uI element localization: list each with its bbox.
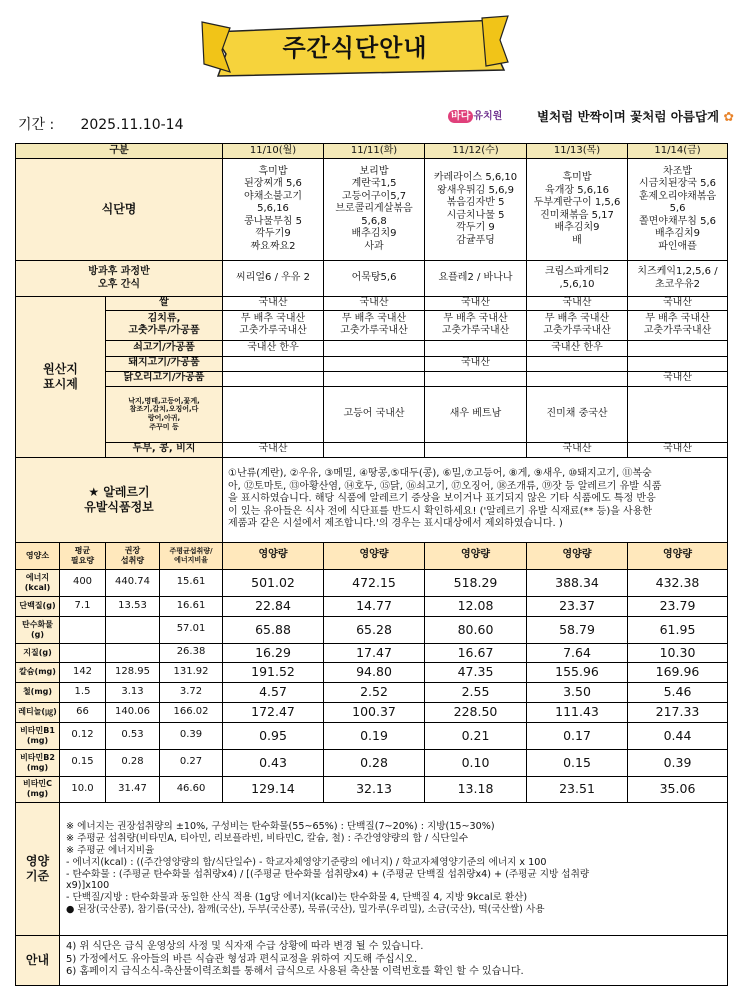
nutrition-value: 5.46	[628, 682, 728, 702]
cell-line: 두부계란구이 1,5,6	[533, 197, 621, 208]
menu-label: 식단명	[16, 159, 223, 261]
nutrition-value: 0.17	[527, 722, 628, 749]
menu-cell	[324, 159, 425, 261]
nutrition-value: 0.21	[425, 722, 527, 749]
cell-line: 칼슘(mg)	[19, 667, 56, 676]
nutrient-header: 영양소	[16, 542, 60, 569]
nutrient-name	[16, 682, 60, 702]
logo-text-1: 바다	[448, 110, 473, 123]
cell-line: x9)]x100	[66, 880, 110, 892]
nutrient-name	[16, 749, 60, 776]
nutrition-value: 80.60	[425, 616, 527, 643]
week-value: 16.61	[160, 596, 223, 616]
origin-item	[106, 340, 223, 356]
cell-line: (mg)	[26, 789, 49, 798]
cell-line: 브로콜리게살볶음	[335, 203, 413, 215]
cell-line: 비타민B1	[20, 725, 55, 735]
day-header: 11/11(화)	[324, 144, 425, 159]
cell-line: (mg)	[26, 735, 49, 745]
origin-cell	[628, 371, 728, 386]
nutrition-value: 432.38	[628, 569, 728, 596]
nutrition-value: 23.79	[628, 596, 728, 616]
cell-line: 을 표시하였습니다. 해당 식품에 알레르기 증상을 보이거나 표기되지 않은 기타 식품에도 특정 반응	[228, 493, 656, 505]
origin-item	[106, 442, 223, 457]
cell-line: 훈제오리야채볶음	[638, 190, 717, 202]
avg-value: 66	[60, 702, 106, 722]
week-value: 15.61	[160, 569, 223, 596]
nutrition-value: 23.37	[527, 596, 628, 616]
nutrition-value: 0.39	[628, 749, 728, 776]
cell-line: 배추김치9	[655, 228, 701, 240]
nutrient-name	[16, 662, 60, 682]
day-header: 11/12(수)	[425, 144, 527, 159]
cell-line: 랑어,아귀,	[147, 414, 181, 422]
origin-cell	[425, 442, 527, 457]
standard-label	[16, 802, 60, 935]
cell-line: 새우 베트남	[449, 407, 502, 419]
avg-value: 0.15	[60, 749, 106, 776]
nutrition-value: 0.19	[324, 722, 425, 749]
week-value: 131.92	[160, 662, 223, 682]
day-header: 11/14(금)	[628, 144, 728, 159]
nutrition-value: 191.52	[223, 662, 324, 682]
cell-line: 철(mg)	[22, 687, 53, 696]
cell-line: 아, ⑫토마토, ⑬아황산염, ⑭호두, ⑮닭, ⑯쇠고기, ⑰오징어, ⑱조개류, ⑲잣 등 알레르기 유발 식품	[228, 480, 662, 492]
origin-cell	[527, 340, 628, 356]
nutrition-value: 16.29	[223, 643, 324, 662]
cell-line: 방과후 과정반	[88, 266, 150, 277]
cell-line: 무 배추 국내산	[240, 312, 306, 324]
cell-line: 국내산	[562, 443, 592, 455]
nutrition-value: 35.06	[628, 776, 728, 802]
origin-cell	[425, 310, 527, 340]
cell-line: 고춧가루국내산	[441, 325, 510, 336]
nutrition-value: 100.37	[324, 702, 425, 722]
cell-line: 닭오리고기/가공품	[123, 372, 205, 384]
nutrition-value: 155.96	[527, 662, 628, 682]
cell-line: 필요량	[70, 555, 95, 565]
cell-line: 두부, 콩, 비지	[132, 443, 196, 455]
nutrient-name	[16, 722, 60, 749]
origin-cell	[324, 340, 425, 356]
cell-line: 4) 위 식단은 급식 운영상의 사정 및 식자재 수급 상황에 따라 변경 될 수 있습니다.	[66, 941, 424, 953]
nutrition-value: 47.35	[425, 662, 527, 682]
cell-line: 탄수화물	[22, 619, 53, 629]
period-value: 2025.11.10-14	[80, 117, 184, 133]
snack-cell	[527, 261, 628, 297]
cell-line: 5,6,16	[257, 203, 289, 215]
origin-cell	[223, 297, 324, 311]
week-value: 0.27	[160, 749, 223, 776]
nutrition-amount-header: 영양량	[324, 542, 425, 569]
nutrition-value: 169.96	[628, 662, 728, 682]
slogan	[537, 107, 734, 125]
nutrition-value: 16.67	[425, 643, 527, 662]
cell-line: 국내산	[663, 297, 692, 308]
nutrition-value: 0.15	[527, 749, 628, 776]
nutrition-value: 94.80	[324, 662, 425, 682]
guide-label: 안내	[16, 935, 60, 985]
origin-cell	[425, 356, 527, 371]
cell-line: 쫄면야채무침 5,6	[638, 215, 717, 227]
cell-line: 에너지비율	[174, 555, 208, 564]
nutrition-value: 32.13	[324, 776, 425, 802]
cell-line: 배추김치9	[351, 228, 397, 240]
cell-line: (kcal)	[24, 582, 51, 592]
nutrition-value: 3.50	[527, 682, 628, 702]
nutrition-value: 0.10	[425, 749, 527, 776]
origin-cell	[527, 386, 628, 442]
menu-cell	[527, 159, 628, 261]
cell-line: 단백질(g)	[19, 601, 56, 610]
nutrition-value: 472.15	[324, 569, 425, 596]
period	[18, 114, 183, 134]
cell-line: 지질(g)	[23, 647, 52, 657]
avg-value: 142	[60, 662, 106, 682]
origin-cell	[223, 356, 324, 371]
standard-info	[60, 802, 728, 935]
origin-cell	[324, 356, 425, 371]
rec-header	[106, 542, 160, 569]
origin-cell	[324, 386, 425, 442]
cell-line: 차조밥	[663, 165, 692, 177]
nutrition-value: 501.02	[223, 569, 324, 596]
origin-cell	[223, 386, 324, 442]
rec-value	[106, 616, 160, 643]
nutrition-value: 17.47	[324, 643, 425, 662]
origin-cell	[628, 297, 728, 311]
cell-line: 김치류,	[147, 312, 181, 324]
nutrient-name	[16, 569, 60, 596]
cell-line: 국내산 한우	[247, 341, 299, 353]
origin-label	[16, 297, 106, 458]
cell-line: 요플레2 / 바나나	[438, 272, 513, 284]
cell-line: 고춧가루국내산	[239, 325, 307, 336]
origin-cell	[628, 356, 728, 371]
cell-line: 무 배추 국내산	[645, 312, 710, 324]
cell-line: 돼지고기/가공품	[128, 357, 200, 369]
cell-line: 깍두기9	[255, 228, 291, 240]
cell-line: 사과	[364, 240, 384, 252]
cell-line: 씨리얼6 / 우유 2	[236, 272, 310, 284]
cell-line: ※ 주평균 섭취량(비타민A, 티아민, 리보플라빈, 비타민C, 칼슘, 철) : 주간영양량의 합 / 식단일수	[66, 832, 469, 844]
cell-line: 어묵탕5,6	[351, 272, 397, 284]
nutrition-value: 65.88	[223, 616, 324, 643]
allergy-label	[16, 457, 223, 542]
nutrition-value: 7.64	[527, 643, 628, 662]
avg-value	[60, 616, 106, 643]
cell-line: 무 배추 국내산	[443, 312, 508, 324]
cell-line: 무 배추 국내산	[544, 312, 610, 324]
nutrient-name	[16, 596, 60, 616]
cell-line: 감귤푸딩	[456, 234, 495, 246]
cell-line: 낙지,명태,고등어,꽃게,	[128, 396, 200, 405]
menu-table	[15, 143, 728, 986]
nutrition-value: 22.84	[223, 596, 324, 616]
nutrition-value: 4.57	[223, 682, 324, 702]
cell-line: 국내산	[258, 443, 288, 455]
cell-line: 이 있는 유아들은 식사 전에 식단표를 반드시 확인하세요! ('알레르기 유발 식재료(** 등)을 사용한	[228, 505, 653, 517]
rec-value: 128.95	[106, 662, 160, 682]
origin-cell	[628, 442, 728, 457]
cell-line: 고등어 국내산	[343, 407, 405, 419]
cell-line: ,5,6,10	[559, 278, 595, 290]
cell-line: 배추김치9	[554, 222, 600, 233]
cell-line: 육개장 5,6,16	[545, 184, 609, 196]
cell-line: 비타민B2	[20, 752, 55, 762]
cell-line: 배	[572, 234, 582, 246]
cell-line: 레티놀(㎍)	[18, 707, 57, 716]
cell-line: 고춧가루국내산	[543, 325, 611, 336]
cell-line: 초코우유2	[655, 278, 701, 290]
cell-line: - 탄수화물 : (주평균 탄수화물 섭취량x4) / [(주평균 탄수화물 섭취량x4) + (주평균 단백질 섭취량x4) + (주평균 지방 섭취량	[66, 868, 590, 880]
nutrition-amount-header: 영양량	[223, 542, 324, 569]
cell-line: ★ 알레르기	[88, 484, 150, 499]
cell-line: 왕새우튀김 5,6,9	[437, 184, 514, 196]
avg-value: 400	[60, 569, 106, 596]
nutrient-name	[16, 702, 60, 722]
origin-cell	[324, 371, 425, 386]
cell-line: 유발식품정보	[84, 499, 154, 514]
cell-line: 고춧가루/가공품	[128, 325, 200, 336]
cell-line: 무 배추 국내산	[341, 312, 407, 324]
origin-cell	[223, 310, 324, 340]
cell-line: 평균	[74, 545, 91, 555]
nutrition-value: 217.33	[628, 702, 728, 722]
nutrition-value: 2.55	[425, 682, 527, 702]
nutrition-value: 2.52	[324, 682, 425, 702]
menu-cell	[425, 159, 527, 261]
snack-cell	[223, 261, 324, 297]
cell-line: ● 된장(국산콩), 참기름(국산), 참깨(국산), 두부(국산콩), 묵류(국산), 밀가루(우리밀), 소금(국산), 떡(국산쌀) 사용	[66, 904, 545, 916]
cell-line: 콩나물무침 5	[244, 215, 302, 227]
allergy-info	[223, 457, 728, 542]
snack-cell	[324, 261, 425, 297]
cell-line: 크림스파게티2	[544, 266, 610, 277]
nutrient-name	[16, 776, 60, 802]
menu-cell	[223, 159, 324, 261]
week-value: 26.38	[160, 643, 223, 662]
cell-line: 주평균섭취량/	[169, 546, 213, 555]
cell-line: 원산지	[43, 361, 78, 376]
nutrition-value: 228.50	[425, 702, 527, 722]
day-header: 11/13(목)	[527, 144, 628, 159]
cell-line: - 에너지(kcal) : ((주간영양량의 합/식단일수) - 학교자체영양기준량의 에너지) / 학교자체영양기준의 에너지 x 100	[66, 856, 547, 868]
week-header	[160, 542, 223, 569]
week-value: 166.02	[160, 702, 223, 722]
nutrition-value: 0.95	[223, 722, 324, 749]
avg-value: 1.5	[60, 682, 106, 702]
cell-line: 볶음김자반 5	[446, 197, 505, 208]
cell-line: 계란국1,5	[351, 178, 397, 190]
nutrition-value: 23.51	[527, 776, 628, 802]
nutrition-amount-header: 영양량	[425, 542, 527, 569]
avg-value	[60, 643, 106, 662]
cell-line: 된장찌개 5,6	[244, 178, 302, 190]
flower-icon: ✿	[723, 109, 734, 124]
category-header: 구분	[16, 144, 223, 159]
nutrition-value: 14.77	[324, 596, 425, 616]
origin-cell	[324, 310, 425, 340]
week-value: 46.60	[160, 776, 223, 802]
cell-line: 국내산 한우	[551, 341, 603, 353]
nutrition-value: 172.47	[223, 702, 324, 722]
origin-cell	[425, 340, 527, 356]
cell-line: 5) 가정에서도 유아들의 바른 식습관 형성과 편식교정을 위하여 지도해 주십시오.	[66, 953, 418, 965]
cell-line: 표시제	[43, 376, 78, 391]
nutrition-amount-header: 영양량	[527, 542, 628, 569]
week-value: 0.39	[160, 722, 223, 749]
cell-line: (mg)	[26, 762, 49, 772]
week-value: 3.72	[160, 682, 223, 702]
cell-line: ※ 주평균 에너지비율	[66, 844, 155, 856]
cell-line: ※ 에너지는 권장섭취량의 ±10%, 구성비는 탄수화물(55~65%) : 단백질(7~20%) : 지방(15~30%)	[66, 820, 495, 832]
cell-line: 오후 간식	[97, 278, 141, 290]
origin-cell	[628, 386, 728, 442]
cell-line: 국내산	[663, 372, 692, 384]
guide-info	[60, 935, 728, 985]
nutrient-name	[16, 616, 60, 643]
origin-cell	[527, 442, 628, 457]
nutrition-value: 111.43	[527, 702, 628, 722]
cell-line: 기준	[25, 868, 50, 883]
origin-cell	[527, 297, 628, 311]
cell-line: 카레라이스 5,6,10	[433, 172, 518, 183]
cell-line: 짜요짜요2	[250, 240, 296, 252]
origin-cell	[527, 356, 628, 371]
nutrition-value: 518.29	[425, 569, 527, 596]
cell-line: 쇠고기/가공품	[133, 341, 195, 353]
avg-value: 7.1	[60, 596, 106, 616]
cell-line: 흑미밥	[258, 165, 288, 177]
snack-label	[16, 261, 223, 297]
origin-cell	[628, 310, 728, 340]
cell-line: 파인애플	[658, 240, 697, 252]
nutrition-value: 12.08	[425, 596, 527, 616]
cell-line: 야채소불고기	[244, 190, 302, 202]
origin-cell	[425, 371, 527, 386]
menu-cell	[628, 159, 728, 261]
cell-line: 국내산	[562, 297, 592, 308]
cell-line: 5,6,8	[361, 215, 387, 227]
kindergarten-logo	[448, 107, 502, 122]
cell-line: 진미채볶음 5,17	[540, 209, 614, 221]
cell-line: - 단백질/지방 : 탄수화물과 동일한 산식 적용 (1g당 에너지(kcal)는 탄수화물 4, 단백질 4, 지방 9kcal로 환산)	[66, 892, 528, 904]
avg-header	[60, 542, 106, 569]
cell-line: 국내산	[461, 297, 490, 308]
nutrition-value: 0.44	[628, 722, 728, 749]
rec-value	[106, 643, 160, 662]
snack-cell	[628, 261, 728, 297]
nutrition-value: 61.95	[628, 616, 728, 643]
cell-line: 진미채 중국산	[546, 407, 608, 419]
origin-cell	[527, 310, 628, 340]
slogan-text: 별처럼 반짝이며 꽃처럼 아름답게	[537, 109, 720, 124]
cell-line: 고춧가루국내산	[340, 325, 408, 336]
cell-line: 에너지	[25, 572, 50, 582]
cell-line: 흑미밥	[562, 172, 592, 183]
cell-line: 국내산	[663, 443, 692, 455]
page-title: 주간식단안내	[282, 34, 428, 62]
cell-line: 국내산	[359, 297, 389, 308]
nutrition-value: 129.14	[223, 776, 324, 802]
cell-line: 쌀	[159, 297, 169, 308]
rec-value: 0.53	[106, 722, 160, 749]
nutrient-name	[16, 643, 60, 662]
origin-cell	[628, 340, 728, 356]
nutrition-value: 58.79	[527, 616, 628, 643]
nutrition-value: 388.34	[527, 569, 628, 596]
origin-item	[106, 356, 223, 371]
cell-line: 제품과 같은 시설에서 제조합니다.'의 경우는 표시대상에서 제외하였습니다. )	[228, 518, 563, 530]
cell-line: 영양	[25, 853, 50, 868]
cell-line: 치즈케익1,2,5,6 /	[637, 266, 718, 277]
avg-value: 0.12	[60, 722, 106, 749]
nutrition-value: 0.28	[324, 749, 425, 776]
rec-value: 140.06	[106, 702, 160, 722]
origin-cell	[223, 442, 324, 457]
cell-line: 국내산	[258, 297, 288, 308]
nutrition-value: 10.30	[628, 643, 728, 662]
cell-line: 참조기,갈치,오징어,다	[129, 405, 199, 414]
cell-line: 시금치된장국 5,6	[638, 178, 717, 190]
origin-cell	[425, 297, 527, 311]
cell-line: 보리밥	[359, 165, 389, 177]
nutrition-amount-header: 영양량	[628, 542, 728, 569]
origin-item	[106, 310, 223, 340]
origin-cell	[223, 371, 324, 386]
cell-line: 섭취량	[120, 555, 145, 565]
nutrition-value: 0.43	[223, 749, 324, 776]
cell-line: 고춧가루국내산	[643, 325, 712, 336]
origin-cell	[324, 442, 425, 457]
rec-value: 0.28	[106, 749, 160, 776]
rec-value: 31.47	[106, 776, 160, 802]
origin-cell	[527, 371, 628, 386]
week-value: 57.01	[160, 616, 223, 643]
cell-line: 깍두기 9	[456, 222, 495, 233]
origin-item	[106, 371, 223, 386]
day-header: 11/10(월)	[223, 144, 324, 159]
snack-cell	[425, 261, 527, 297]
cell-line: 시금치나물 5	[446, 209, 505, 221]
rec-value: 440.74	[106, 569, 160, 596]
origin-cell	[425, 386, 527, 442]
cell-line: 비타민C	[22, 779, 53, 788]
nutrition-value: 13.18	[425, 776, 527, 802]
cell-line: 5,6	[669, 203, 686, 215]
origin-item	[106, 386, 223, 442]
cell-line: 6) 홈페이지 급식소식-축산물이력조회를 통해서 급식으로 사용된 축산물 이력번호를 확인 할 수 있습니다.	[66, 966, 524, 978]
cell-line: 권장	[124, 545, 141, 555]
cell-line: (g)	[30, 629, 45, 639]
logo-text-2: 유치원	[473, 111, 503, 122]
nutrition-value: 65.28	[324, 616, 425, 643]
origin-cell	[324, 297, 425, 311]
cell-line: 주꾸미 등	[149, 422, 179, 431]
origin-item	[106, 297, 223, 311]
cell-line: ①난류(계란), ②우유, ③메밀, ④땅콩,⑤대두(콩), ⑥밀,⑦고등어, ⑧게, ⑨새우, ⑩돼지고기, ⑪복숭	[228, 468, 652, 480]
rec-value: 13.53	[106, 596, 160, 616]
rec-value: 3.13	[106, 682, 160, 702]
period-label: 기간 :	[18, 117, 55, 133]
origin-cell	[223, 340, 324, 356]
avg-value: 10.0	[60, 776, 106, 802]
cell-line: 국내산	[461, 357, 490, 369]
cell-line: 고등어구이5,7	[341, 190, 407, 202]
